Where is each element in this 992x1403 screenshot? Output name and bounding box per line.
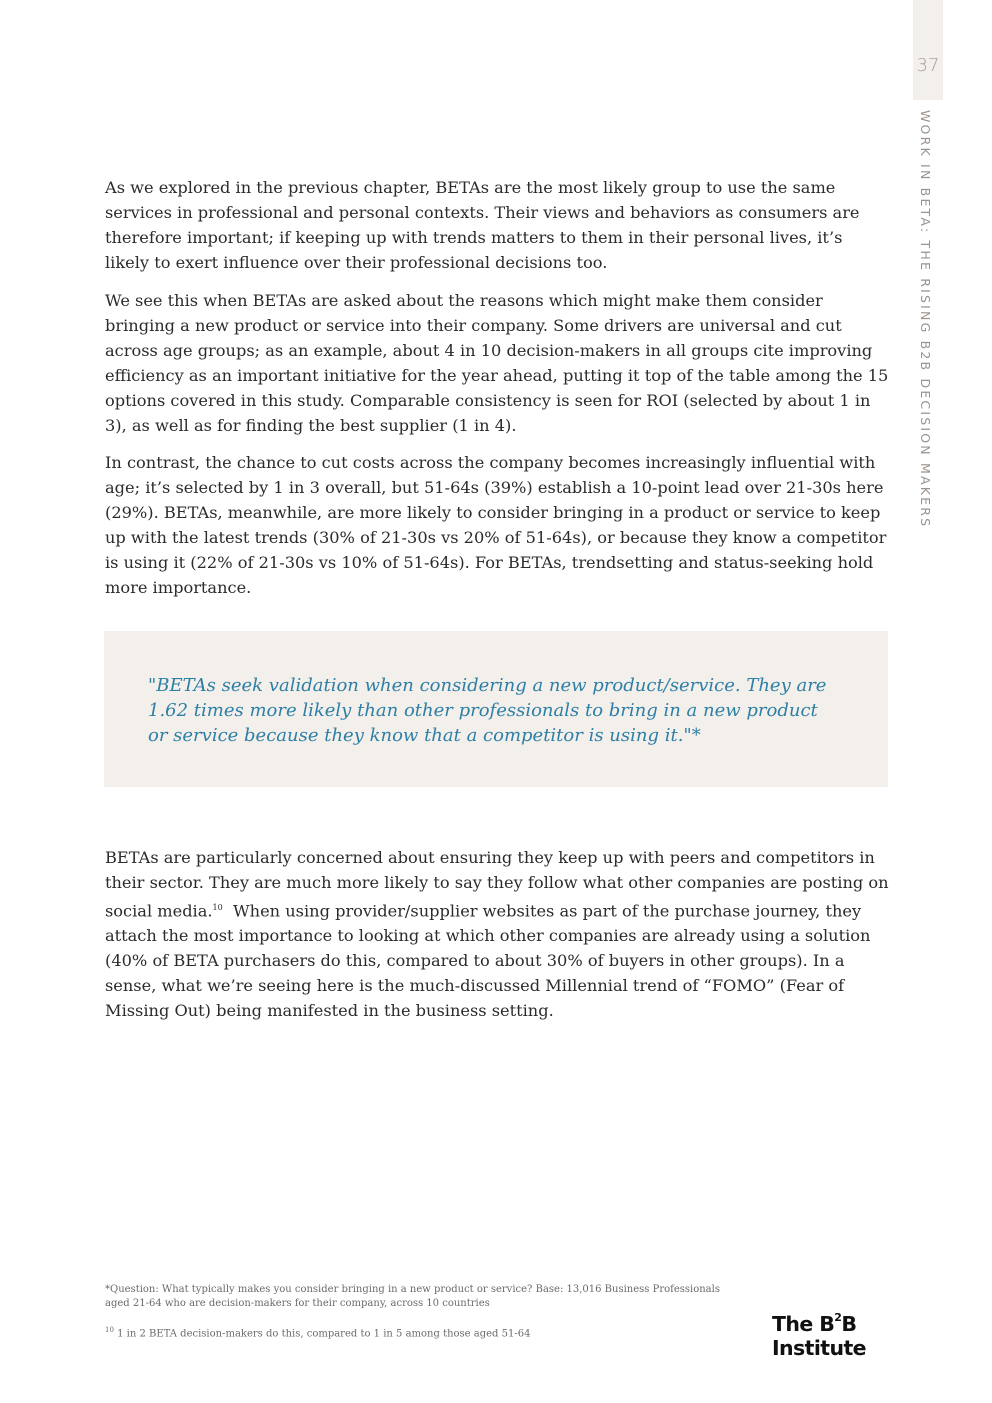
paragraph-4-text: BETAs are particularly concerned about ensuring they keep up with peers and competitors in their sector. They are much more likely to say they follow what other companies are posting on social media. (105, 848, 889, 921)
logo-superscript: 2 (834, 1311, 842, 1325)
logo-text-2: B Institute (772, 1312, 866, 1360)
footnote-number: 10 (105, 1326, 114, 1334)
page-number: 37 (916, 55, 940, 76)
pull-quote: "BETAs seek validation when considering a new product/service. They are 1.62 times more likely than other professionals to bring in a new product or service because they know that a competitor is using it."* (148, 675, 827, 746)
running-head: WORK IN BETA: THE RISING B2B DECISION MAKERS (918, 110, 933, 529)
paragraph-4-text-continued: When using provider/supplier websites as part of the purchase journey, they attach the most importance to looking at which other companies are already using a solution (40% of BETA purchasers do this, compared to about 30% of buyers in other groups). In a sense, what we’re seeing here is the much-discussed Millennial trend of “FOMO” (Fear of Missing Out) being manifested in the business setting. (105, 901, 876, 1021)
page-tab (913, 0, 943, 100)
paragraph-1: As we explored in the previous chapter, BETAs are the most likely group to use the same services in professional and personal contexts. Their views and behaviors as consumers are therefore important; if keeping up with trends matters to them in their personal lives, it’s likely to exert influence over their professional decisions too. (105, 178, 860, 272)
paragraph-4 (105, 845, 890, 1023)
footnote-10-text: 1 in 2 BETA decision-makers do this, compared to 1 in 5 among those aged 51-64 (113, 1328, 531, 1340)
pull-quote-box (104, 631, 888, 787)
footnote-question: *Question: What typically makes you consider bringing in a new product or service? Base: 13,016 Business Professionals aged 21-64 who are decision-makers for their company, across 10 countries (105, 1284, 720, 1309)
footnote-ref-10: 10 (212, 903, 223, 912)
paragraph-3: In contrast, the chance to cut costs across the company becomes increasingly influential with age; it’s selected by 1 in 3 overall, but 51-64s (39%) establish a 10-point lead over 21-30s here (29%). BETAs, meanwhile, are more likely to consider bringing in a product or service to keep up with the latest trends (30% of 21-30s vs 20% of 51-64s), or because they know a competitor is using it (22% of 21-30s vs 10% of 51-64s). For BETAs, trendsetting and status-seeking hold more importance. (105, 453, 887, 597)
b2b-institute-logo (772, 1311, 942, 1360)
logo-text-1: The B (772, 1312, 835, 1336)
paragraph-2: We see this when BETAs are asked about the reasons which might make them consider bringing a new product or service into their company. Some drivers are universal and cut across age groups; as an example, about 4 in 10 decision-makers in all groups cite improving efficiency as an important initiative for the year ahead, putting it top of the table among the 15 options covered in this study. Comparable consistency is seen for ROI (selected by about 1 in 3), as well as for finding the best supplier (1 in 4). (105, 291, 889, 435)
footnote-10 (105, 1323, 745, 1341)
